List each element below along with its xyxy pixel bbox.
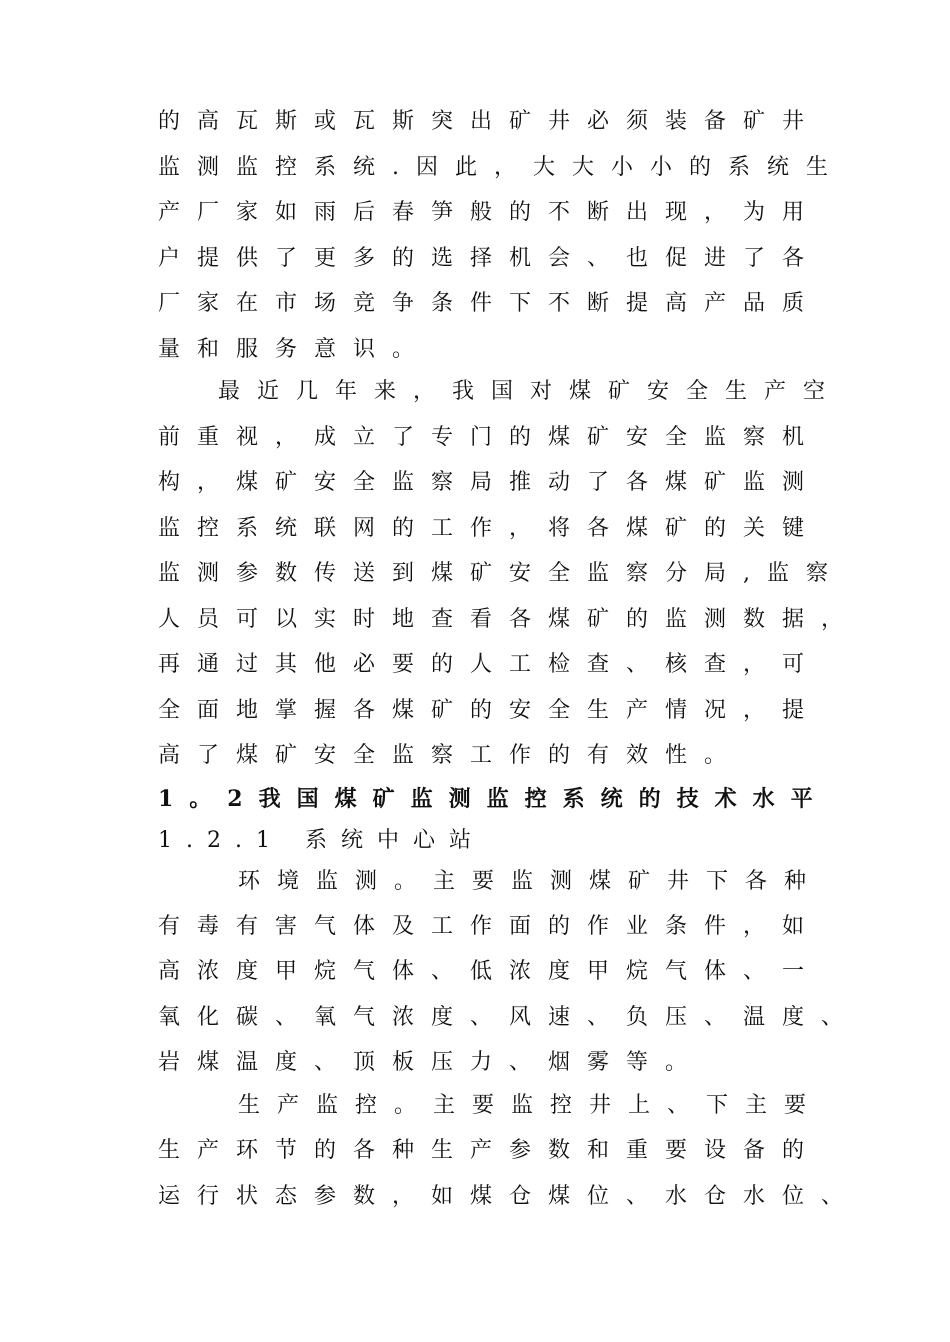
paragraph-start-line: 生产监控。主要监控井上、下主要	[238, 1093, 824, 1118]
text-line: 再通过其他必要的人工检查、核查，可	[158, 652, 822, 677]
text-line: 的高瓦斯或瓦斯突出矿井必须装备矿井	[158, 109, 822, 134]
text-line: 高了煤矿安全监察工作的有效性。	[158, 743, 744, 768]
subsection-heading: 1.2.1 系统中心站	[158, 828, 485, 853]
text-line: 运行状态参数，如煤仓煤位、水仓水位、	[158, 1184, 861, 1209]
text-line: 量和服务意识。	[158, 337, 432, 362]
text-line: 监测参数传送到煤矿安全监察分局,监察	[158, 561, 845, 586]
section-heading: 1。2我国煤矿监测监控系统的技术水平	[158, 786, 829, 812]
text-line: 监控系统联网的工作，将各煤矿的关键	[158, 516, 822, 541]
text-line: 有毒有害气体及工作面的作业条件，如	[158, 914, 822, 939]
paragraph-start-line: 环境监测。主要监测煤矿井下各种	[238, 869, 824, 894]
text-line: 构，煤矿安全监察局推动了各煤矿监测	[158, 470, 822, 495]
text-line: 户提供了更多的选择机会、也促进了各	[158, 246, 822, 271]
paragraph-start-line: 最近几年来，我国对煤矿安全生产空	[218, 379, 843, 404]
text-line: 高浓度甲烷气体、低浓度甲烷气体、一	[158, 959, 822, 984]
text-line: 岩煤温度、顶板压力、烟雾等。	[158, 1050, 705, 1075]
text-line: 厂家在市场竞争条件下不断提高产品质	[158, 291, 822, 316]
text-line: 氧化碳、氧气浓度、风速、负压、温度、	[158, 1005, 861, 1030]
text-line: 人员可以实时地查看各煤矿的监测数据，	[158, 607, 861, 632]
text-line: 监测监控系统.因此，大大小小的系统生	[158, 155, 845, 180]
text-line: 生产环节的各种生产参数和重要设备的	[158, 1138, 822, 1163]
text-line: 前重视，成立了专门的煤矿安全监察机	[158, 425, 822, 450]
text-line: 产厂家如雨后春笋般的不断出现，为用	[158, 200, 822, 225]
text-line: 全面地掌握各煤矿的安全生产情况，提	[158, 698, 822, 723]
